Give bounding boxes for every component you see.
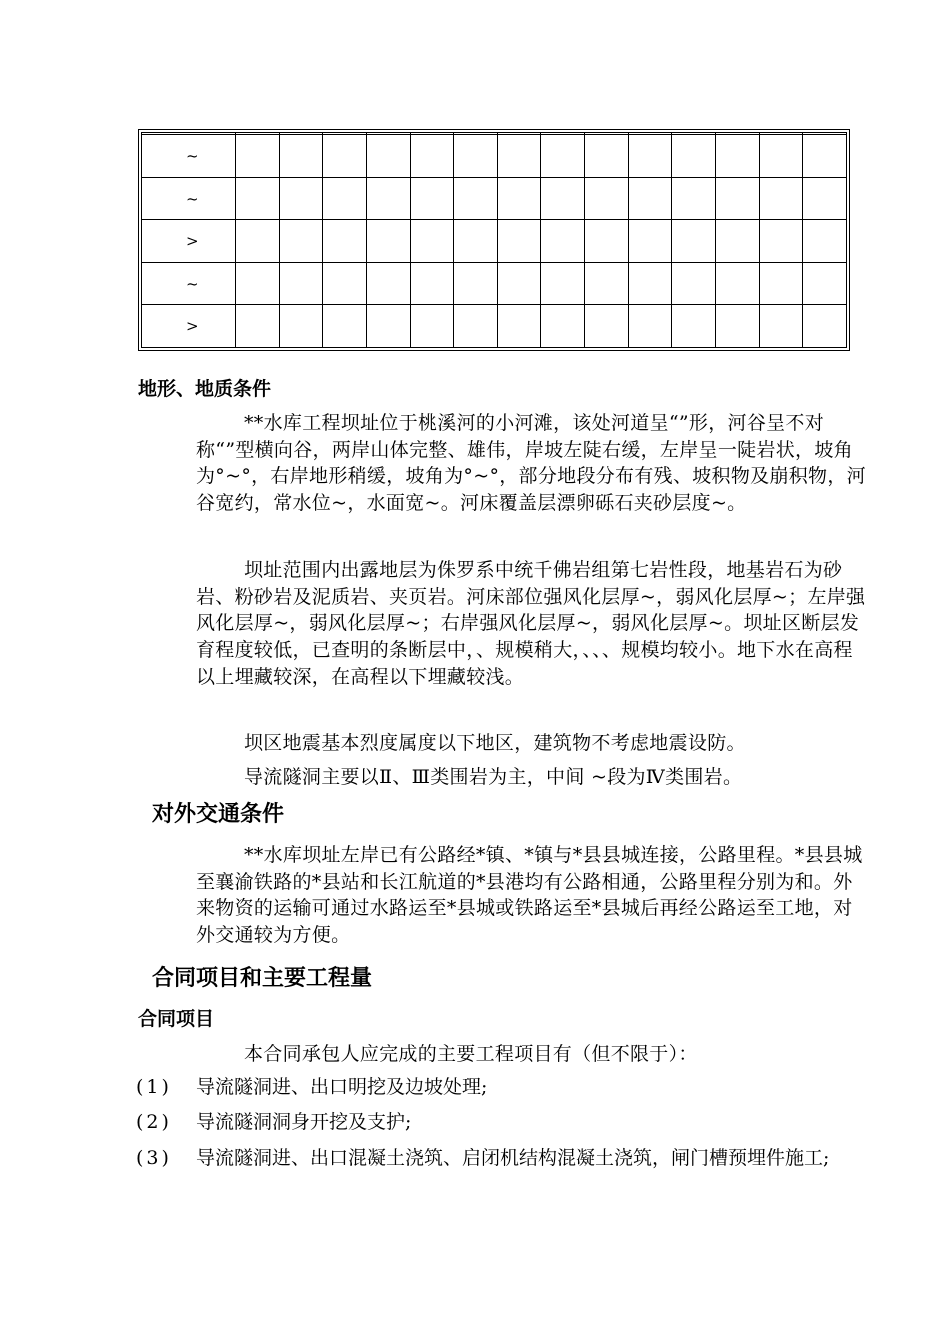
table-row-label: ~ xyxy=(142,262,236,305)
table-cell xyxy=(672,135,716,178)
table-cell xyxy=(236,220,280,263)
heading-terrain-geology: 地形、地质条件 xyxy=(138,378,272,400)
paragraph-seismic: 坝区地震基本烈度属度以下地区，建筑物不考虑地震设防。 xyxy=(244,732,746,754)
table-cell xyxy=(410,220,454,263)
heading-traffic: 对外交通条件 xyxy=(152,802,285,827)
table-cell xyxy=(454,262,498,305)
table-cell xyxy=(803,262,847,305)
table-cell xyxy=(628,135,672,178)
table-cell xyxy=(803,177,847,220)
table-cell xyxy=(366,177,410,220)
table-cell xyxy=(323,305,367,348)
table-cell xyxy=(716,177,760,220)
table-cell xyxy=(279,177,323,220)
table-cell xyxy=(279,305,323,348)
heading-contract-items: 合同项目 xyxy=(138,1008,215,1030)
table-cell xyxy=(803,135,847,178)
table-cell xyxy=(323,220,367,263)
table-cell xyxy=(497,177,541,220)
table-cell xyxy=(585,262,629,305)
table-cell xyxy=(454,305,498,348)
table-cell xyxy=(585,135,629,178)
table-cell xyxy=(236,135,280,178)
table-cell xyxy=(410,305,454,348)
table-row xyxy=(142,177,847,220)
table-cell xyxy=(672,305,716,348)
paragraph-traffic: **水库坝址左岸已有公路经*镇、*镇与*县县城连接，公路里程。*县县城至襄渝铁路的*县站和长江航道的*县港均有公路相通，公路里程分别为和。外来物资的运输可通过水路运至*县城或铁路运至*县城后再经公路运至工地，对外交通较为方便。 xyxy=(196,844,863,947)
table-cell xyxy=(236,177,280,220)
table-cell xyxy=(585,220,629,263)
paragraph-surrounding-rock: 导流隧洞主要以Ⅱ、Ⅲ类围岩为主，中间 ~段为Ⅳ类围岩。 xyxy=(244,766,743,788)
table-cell xyxy=(497,220,541,263)
table-cell xyxy=(672,177,716,220)
table-cell xyxy=(497,135,541,178)
table-cell xyxy=(803,305,847,348)
table-cell xyxy=(236,262,280,305)
table-row-label: ~ xyxy=(142,135,236,178)
list-item-number: (2) xyxy=(136,1111,172,1133)
table-cell xyxy=(366,220,410,263)
table-cell xyxy=(323,177,367,220)
table-cell xyxy=(759,305,803,348)
table-cell xyxy=(497,262,541,305)
data-table-grid xyxy=(141,132,847,348)
table-cell xyxy=(454,177,498,220)
table-cell xyxy=(323,262,367,305)
list-item-text: 导流隧洞进、出口明挖及边坡处理; xyxy=(196,1076,488,1098)
table-cell xyxy=(759,262,803,305)
table-cell xyxy=(585,177,629,220)
table-cell xyxy=(323,135,367,178)
table-cell xyxy=(410,262,454,305)
table-cell xyxy=(672,262,716,305)
table-row-label: > xyxy=(142,220,236,263)
table-cell xyxy=(236,305,280,348)
table-cell xyxy=(366,305,410,348)
table-cell xyxy=(628,220,672,263)
table-cell xyxy=(541,135,585,178)
table-cell xyxy=(759,135,803,178)
table-cell xyxy=(279,262,323,305)
table-cell xyxy=(366,135,410,178)
table-cell xyxy=(279,135,323,178)
table-cell xyxy=(716,220,760,263)
table-cell xyxy=(759,177,803,220)
list-item-number: (1) xyxy=(136,1076,172,1098)
data-table xyxy=(138,129,850,351)
table-row xyxy=(142,262,847,305)
table-cell xyxy=(279,220,323,263)
table-row xyxy=(142,305,847,348)
table-row xyxy=(142,220,847,263)
paragraph-dam-site: **水库工程坝址位于桃溪河的小河滩，该处河道呈“”形，河谷呈不对称“”型横向谷，两岸山体完整、雄伟，岸坡左陡右缓，左岸呈一陡岩状，坡角为°~°，右岸地形稍缓，坡角为°~°，部分地段分布有残、坡积物及崩积物，河谷宽约，常水位~，水面宽~。河床覆盖层漂卵砾石夹砂层度~。 xyxy=(196,412,866,515)
table-cell xyxy=(541,220,585,263)
table-cell xyxy=(454,135,498,178)
table-row xyxy=(142,135,847,178)
table-cell xyxy=(759,220,803,263)
table-cell xyxy=(410,177,454,220)
table-cell xyxy=(410,135,454,178)
table-cell xyxy=(628,177,672,220)
list-item-text: 导流隧洞进、出口混凝土浇筑、启闭机结构混凝土浇筑，闸门槽预埋件施工; xyxy=(196,1147,830,1169)
table-cell xyxy=(628,262,672,305)
table-row-label: ~ xyxy=(142,177,236,220)
table-cell xyxy=(541,305,585,348)
table-cell xyxy=(628,305,672,348)
paragraph-stratum: 坝址范围内出露地层为侏罗系中统千佛岩组第七岩性段，地基岩石为砂岩、粉砂岩及泥质岩、夹页岩。河床部位强风化层厚~，弱风化层厚~；左岸强风化层厚~，弱风化层厚~；右岸强风化层厚~，弱风化层厚~。坝址区断层发育程度较低，已查明的条断层中，、规模稍大，、、、规模均较小。地下水在高程以上埋藏较深，在高程以下埋藏较浅。 xyxy=(196,559,866,688)
table-cell xyxy=(541,262,585,305)
table-cell xyxy=(366,262,410,305)
table-cell xyxy=(716,305,760,348)
table-row-label: > xyxy=(142,305,236,348)
table-cell xyxy=(803,220,847,263)
table-cell xyxy=(541,177,585,220)
table-cell xyxy=(672,220,716,263)
table-cell xyxy=(454,220,498,263)
paragraph-contract-intro: 本合同承包人应完成的主要工程项目有（但不限于）： xyxy=(244,1043,698,1065)
table-cell xyxy=(585,305,629,348)
list-item-text: 导流隧洞洞身开挖及支护; xyxy=(196,1111,412,1133)
table-cell xyxy=(716,262,760,305)
table-cell xyxy=(716,135,760,178)
table-cell xyxy=(497,305,541,348)
heading-contract-items-quantities: 合同项目和主要工程量 xyxy=(152,966,373,991)
list-item-number: (3) xyxy=(136,1147,172,1169)
